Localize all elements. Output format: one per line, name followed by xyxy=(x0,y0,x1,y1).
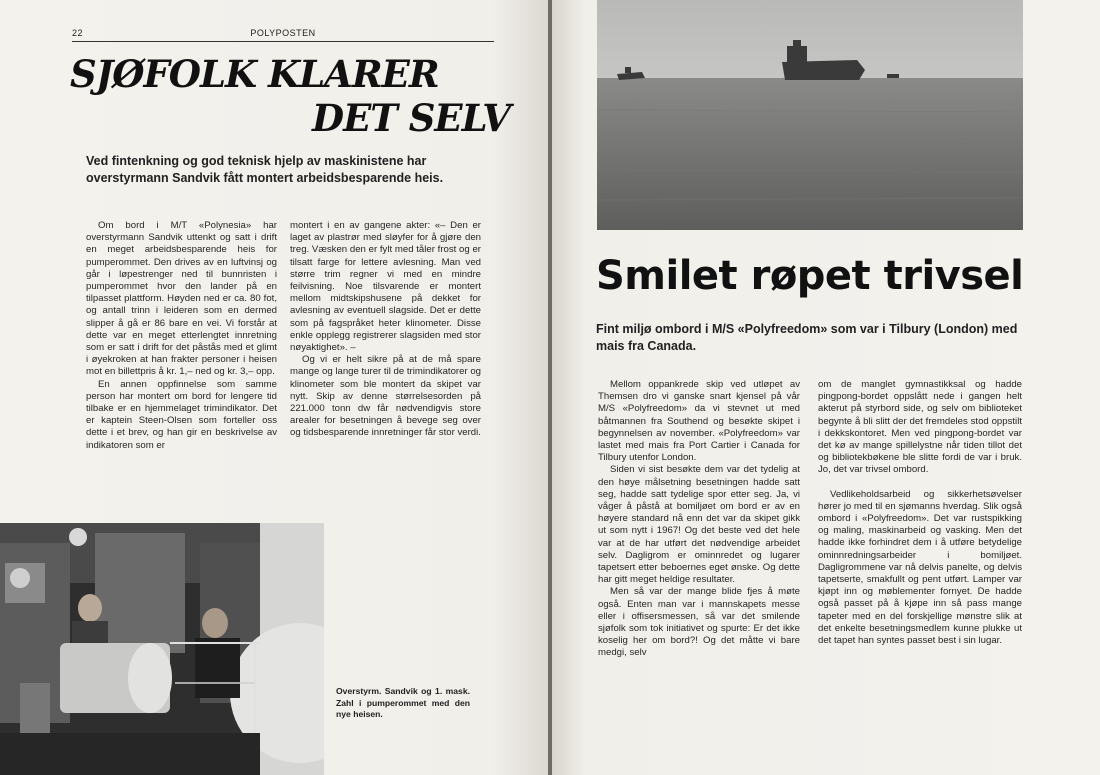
paragraph: En annen oppfinnelse som samme person har montert om bord for lengere tid tilbake er en hjemmelaget trimindikator. Det er kaptein Steen-Olsen som forteller oss dette i et brev, og han gir en beskrivelse av indikatoren som er xyxy=(86,378,277,451)
article-column-2 xyxy=(290,220,481,440)
page-header xyxy=(72,28,494,42)
paragraph: Og vi er helt sikre på at de må spare mange og lange turer til de trimindikatorer og klinometer som ble montert da skipet var nytt. Skip av denne størrelsesorden på 221.000 tonn dw får nødvendigvis store arealer for besetningen å bevege seg over og tidsbesparende innretninger får stor verdi. xyxy=(290,354,481,439)
right-page xyxy=(552,0,1100,775)
paragraph: Vedlikeholdsarbeid og sikkerhetsøvelser hører jo med til en sjømanns hverdag. Slik også ombord i «Polyfreedom». Det var rustspikking og maling, maskinarbeid og vasking. Men det hadde ikke forhindret dem i å utføre betydelige ominnredningsarbeider i bomiljøet. Dagligrommene var nå delvis panelte, og delvis tapetserte, smakfullt og pent utført. Lamper var kjøpt inn og møblementer fornyet. De hadde også passet på å kjøpe inn så pass mange tapeter med en del forskjellige mønstre slik at det enkelte besetningsmedlem kunne plukke ut det tapet han syntes passet best i sin lugar. xyxy=(818,488,1022,647)
publication-name: POLYPOSTEN xyxy=(250,28,316,38)
article-column-1 xyxy=(598,379,800,660)
article-headline: Smilet røpet trivsel xyxy=(596,253,1024,299)
tanker-sea-photo xyxy=(597,0,1023,230)
paragraph: Men så var der mange blide fjes å møte også. Enten man var i mannskapets messe eller i offisersmessen, så var det smilende sjøfolk som tok initiativet og spurte: Er det ikke koselig her om bord?! Og det måtte vi bare medgi, selv xyxy=(598,586,800,659)
photo-caption: Overstyrm. Sandvik og 1. mask. Zahl i pumperommet med den nye heisen. xyxy=(336,686,470,719)
article-column-1 xyxy=(86,220,277,452)
article-column-2 xyxy=(818,379,1022,647)
paragraph: Om bord i M/T «Polynesia» har overstyrmann Sandvik uttenkt og satt i drift en meget arbeidsbesparende heis for pumperommet. Den drives av en luftvinsj og går i løpestrenger ned til bunnristen i pumperommet hvor den lander på en tilpasset plattform. Høyden ned er ca. 80 fot, og antall trinn i leideren som en dermed slipper å gå er 86 bare en vei. Vi forstår at dette var en meget etterlengtet innretning som er satt i drift for det påstås med et glimt i øyekroken at han frakter personer i heisen mot en billettpris å kr. 1,– ned og kr. 3,– opp. xyxy=(86,220,277,378)
paragraph: montert i en av gangene akter: «– Den er laget av plastrør med sløyfer for å gjøre den treg. Væsken den er fylt med tåler frost og er tilsatt farge for lettere avlesning. Man ved større trim regner vi med en mindre feilvisning. Noe tilsvarende er montert mellom midtskipshusene på dekket for avlesning av eventuell slagside. Det er dette som på fagspråket heter klinometer. Disse enkle opplegg registrerer slagsiden med stor nøyaktighet». – xyxy=(290,220,481,354)
tanker-sea-photo-graphic xyxy=(597,0,1023,230)
paragraph: Siden vi sist besøkte dem var det tydelig at den høye målsetning besetningen hadde satt seg, hadde satt tydelige spor etter seg. Ja, vi våger å påstå at bomiljøet om bord er av en høyere standard nå enn det var da skipet gikk ut som nytt i 1967! Og det beste ved det hele var at de har utført det nødvendige arbeidet selv. Dagligrom er ominnredet og lugarer tapetsert etter beboernes eget ønske. Og dette har gitt meget heldige resultater. xyxy=(598,464,800,586)
headline-line-2: DET SELV xyxy=(312,96,510,140)
headline-line-1: SJØFOLK KLARER xyxy=(70,52,439,96)
pump-room-photo xyxy=(0,523,324,775)
pump-room-photo-graphic xyxy=(0,523,324,775)
page-number: 22 xyxy=(72,28,84,38)
lead-paragraph: Ved fintenkning og god teknisk hjelp av maskinistene har overstyrmann Sandvik fått montert arbeidsbesparende heis. xyxy=(86,154,444,185)
paragraph: Mellom oppankrede skip ved utløpet av Themsen dro vi ganske snart kjensel på vår M/S «Polyfreedom» da vi stevnet ut med båtmannen fra Southend og besøkte skipet i begynnelsen av november. «Polyfreedom» var lastet med mais fra Port Cartier i Canada for Tilbury utenfor London. xyxy=(598,379,800,464)
paragraph: om de manglet gymnastikksal og hadde pingpong-bordet oppslått nede i gangen helt akterut på styrbord side, og selv om biblioteket begynte å bli slitt der det fremdeles stod oppstilt i dekkskontoret. Men ved pingpong-bordet var det kø av mange spillelystne når tiden tillot det og bibliotekbøkene ble slitte fordi de var i bruk. Jo, det var trivsel ombord. xyxy=(818,379,1022,476)
left-page xyxy=(0,0,548,775)
lead-paragraph: Fint miljø ombord i M/S «Polyfreedom» som var i Tilbury (London) med mais fra Canada. xyxy=(596,322,1018,353)
